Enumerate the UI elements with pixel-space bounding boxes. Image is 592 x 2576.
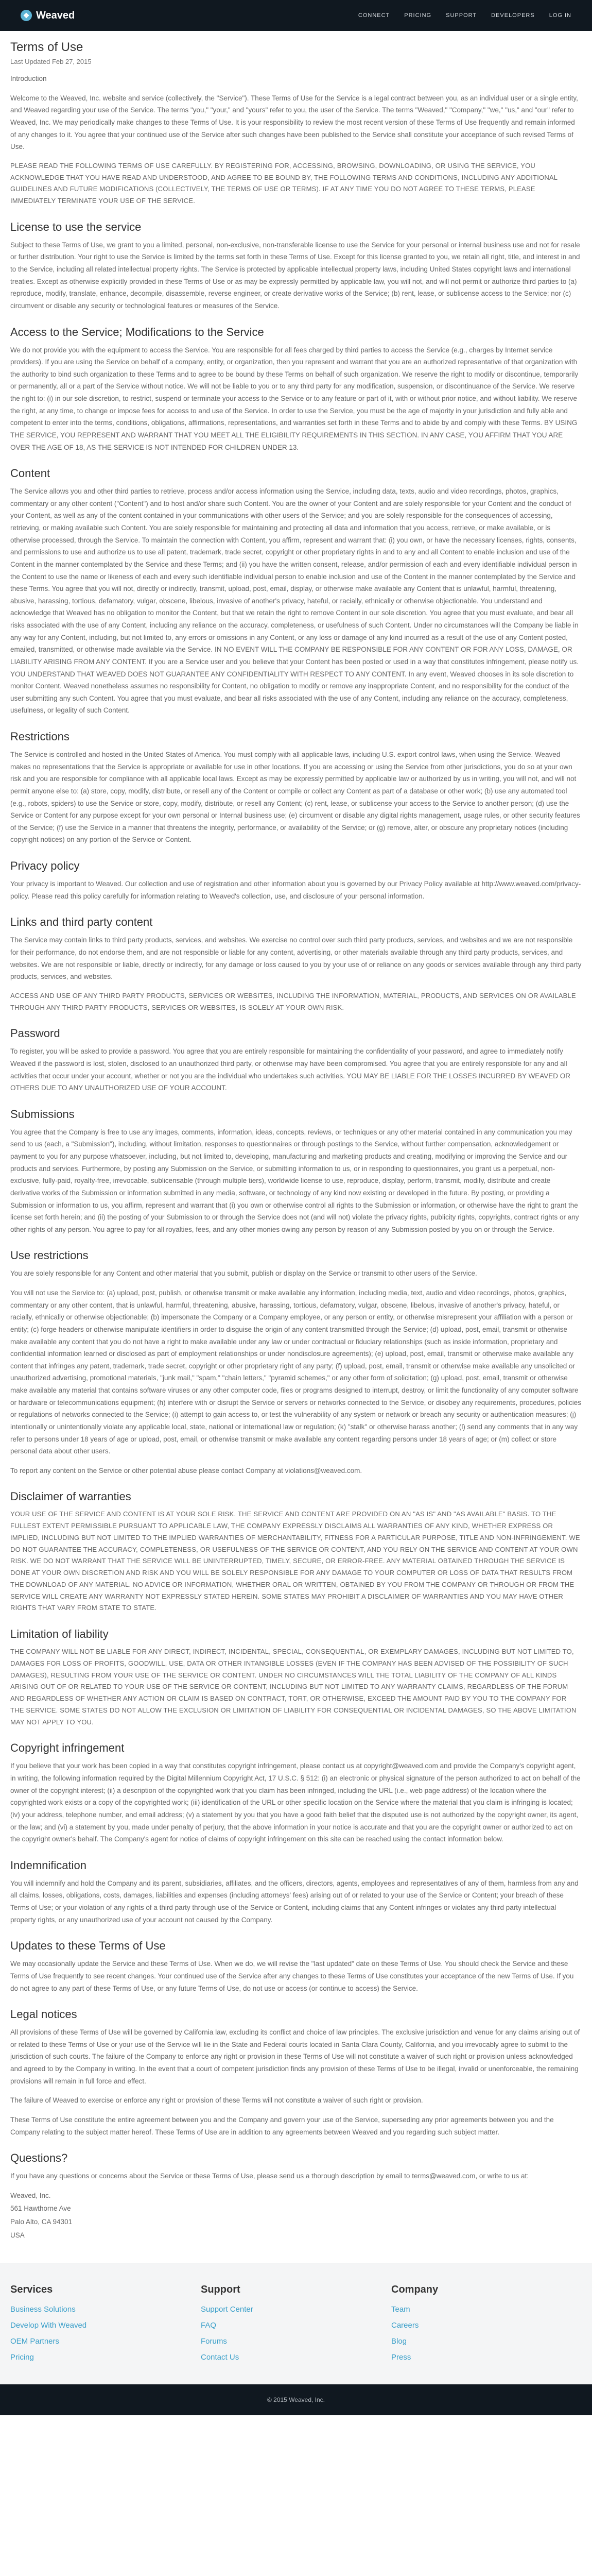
section-paragraph: Introduction [10, 75, 47, 82]
footer-link[interactable]: FAQ [201, 2321, 217, 2330]
footer-link[interactable]: Contact Us [201, 2353, 239, 2362]
footer [0, 2263, 592, 2415]
section-paragraph: To register, you will be asked to provide a password. You agree that you are entirely responsible for maintaining the confidentiality of your password, and agree to immediately notify Weaved if the password is lost, stolen, disclosed to an unauthorized third party, or otherwise may have been compromised. You agree that you are entirely responsible for any and all activities that occur under your account, whether or not you are the individual who undertakes such activities. YOU MAY BE LIABLE FOR THE LOSSES INCURRED BY WEAVED OR OTHERS DUE TO ANY UNAUTHORIZED USE OF YOUR ACCOUNT. [10, 1047, 570, 1092]
footer-link[interactable]: Develop With Weaved [10, 2321, 87, 2330]
section-paragraph: The Service allows you and other third parties to retrieve, process and/or access information using the Service, including data, texts, audio and video recordings, photos, graphics, commentary or any other content ("Content") and to host and/or share such Content. You are the owner of your Content and are solely responsible for your Content and the conduct of your Content, as well as any of the content contained in your communications with other users of the Service; and you are solely responsible for the consequences of accessing, retrieving, or making available such Content. You are solely responsible for maintaining and protecting all data and information that you access, retrieve, or make available, or is otherwise processed, through the Service. To maintain the connection with Content, you affirm, represent and warrant that: (i) you own, or have the necessary licenses, rights, consents, and permissions to use and authorize us to use all patent, trademark, trade secret, copyright or other proprietary rights in and to any and all Content to enable inclusion and use of the Content in the manner contemplated by the Service and these Terms; and (ii) you have the written consent, release, and/or permission of each and every identifiable individual person in the Content to use the name or likeness of each and every such identifiable individual person to enable inclusion and use of the Content in the manner contemplated by the Service and these Terms. You agree that you will not, directly or indirectly, transmit, upload, post, email, display, or otherwise make available any Content that is unlawful, harmful, threatening, abusive, harassing, tortious, defamatory, vulgar, obscene, libelous, invasive of another's privacy, hateful, or racially, ethnically or otherwise objectionable. You understand and acknowledge that Weaved has no obligation to monitor the Content, but that we retain the right to remove Content in our sole discretion. You agree that you must evaluate, and bear all risks associated with the use of any Content, including any reliance on the accuracy, completeness, or usefulness of such Content. Under no circumstances will the Company be liable in any way for any Content, including, but not limited to, any errors or omissions in any Content, or any loss or damage of any kind incurred as a result of the use of any Content posted, emailed, transmitted, or otherwise made available via the Service. IN NO EVENT WILL THE COMPANY BE RESPONSIBLE FOR ANY CONTENT OR FOR ANY LOSS, DAMAGE, OR LIABILITY ARISING FROM ANY CONTENT. If you are a Service user and you believe that your Content has been posted or used in a way that constitutes infringement, please notify us. YOU UNDERSTAND THAT WEAVED DOES NOT GUARANTEE ANY CONFIDENTIALITY WITH RESPECT TO ANY CONTENT. In any event, Weaved chooses in its sole discretion to monitor Content. Weaved nonetheless assumes no responsibility for Content, no obligation to modify or remove any inappropriate Content, and no responsibility for the conduct of the user submitting any such Content. You agree that you must evaluate, and bear all risks associated with the use of any Content, including any reliance on the accuracy, completeness, usefulness, or legality of such Content. [10, 487, 579, 715]
footer-link[interactable]: Pricing [10, 2353, 34, 2362]
terms-section [10, 916, 582, 1013]
section-paragraph: The failure of Weaved to exercise or enforce any right or provision of these Terms will not constitute a waiver of such right or provision. [10, 2096, 423, 2105]
terms-section [10, 1628, 582, 1728]
section-paragraph: If you have any questions or concerns about the Service or these Terms of Use, please send us a thorough description by email to terms@weaved.com, or write to us at: [10, 2172, 529, 2180]
section-heading: Updates to these Terms of Use [10, 1939, 166, 1953]
terms-section [10, 1859, 582, 1926]
copyright-text: © 2015 Weaved, Inc. [267, 2396, 325, 2404]
footer-column-heading: Company [391, 2284, 439, 2296]
terms-section [10, 1249, 582, 1477]
section-paragraph: ACCESS AND USE OF ANY THIRD PARTY PRODUCTS, SERVICES OR WEBSITES, INCLUDING THE INFORMATION, MATERIAL, PRODUCTS, AND SERVICES ON OR AVAILABLE THROUGH ANY THIRD PARTY PRODUCTS, SERVICES OR WEBSITES, IS SOLELY AT YOUR OWN RISK. [10, 991, 576, 1011]
section-heading: Privacy policy [10, 859, 80, 872]
terms-section [10, 730, 582, 846]
section-paragraph: Subject to these Terms of Use, we grant to you a limited, personal, non-exclusive, non-transferable license to use the Service for your personal or internal business use and not for resale or further distribution. Your right to use the Service is limited by the terms set forth in these Terms of Use. Except for this license granted to you, we retain all right, title, and interest in and to the Service, including all related intellectual property rights. The Service is protected by applicable intellectual property laws, including United States copyright laws and international treaties. Except as otherwise explicitly provided in these Terms of Use or as may be expressly permitted by applicable law, you will not, and will not permit or authorize third parties to (a) reproduce, modify, translate, enhance, decompile, disassemble, reverse engineer, or create derivative works of the Service; (b) rent, lease, or sublicense access to the Service; nor (c) circumvent or disable any security or technological features or measures of the Service. [10, 241, 580, 310]
section-heading: Limitation of liability [10, 1628, 109, 1641]
section-paragraph: These Terms of Use constitute the entire agreement between you and the Company and govern your use of the Service, superseding any prior agreements between you and the Company relating to the subject matter hereof. These Terms of Use are in addition to any agreements between Weaved and you regarding such subject matter. [10, 2115, 554, 2136]
address-line: Palo Alto, CA 94301 [10, 2218, 73, 2226]
terms-content [10, 31, 582, 2263]
section-heading: Access to the Service; Modifications to the Service [10, 325, 264, 338]
section-paragraph: Your privacy is important to Weaved. Our collection and use of registration and other information about you is governed by our Privacy Policy available at http://www.weaved.com/privacy-policy. Please read this policy carefully for information relating to Weaved's collection, use, and disclosure of your personal information. [10, 880, 581, 900]
footer-column-heading: Services [10, 2284, 53, 2296]
terms-section [10, 859, 582, 902]
nav-developers[interactable]: DEVELOPERS [491, 12, 535, 19]
top-nav-bar [0, 0, 592, 31]
footer-link[interactable]: Team [391, 2305, 410, 2314]
section-heading: Submissions [10, 1107, 75, 1121]
page-title: Terms of Use [10, 40, 83, 54]
logo[interactable] [21, 10, 75, 22]
nav-pricing[interactable]: PRICING [404, 12, 432, 19]
section-paragraph: PLEASE READ THE FOLLOWING TERMS OF USE CAREFULLY. BY REGISTERING FOR, ACCESSING, BROWSING, DOWNLOADING, OR USING THE SERVICE, YOU ACKNOWLEDGE THAT YOU HAVE READ AND UNDERSTOOD, AND AGREE TO BE BOUND BY, THE FOLLOWING TERMS AND CONDITIONS, INCLUDING ANY ADDITIONAL GUIDELINES AND FUTURE MODIFICATIONS (COLLECTIVELY, THE TERMS OF USE OR TERMS). IF AT ANY TIME YOU DO NOT AGREE TO THESE TERMS, PLEASE IMMEDIATELY TERMINATE YOUR USE OF THE SERVICE. [10, 161, 558, 205]
section-heading: Restrictions [10, 730, 69, 743]
section-paragraph: You will indemnify and hold the Company and its parent, subsidiaries, affiliates, and the officers, directors, agents, employees and representatives of any of them, harmless from any and all claims, losses, obligations, costs, damages, liabilities and expenses (including attorneys' fees) arising out of or related to your use of the Service or Content; your breach of these Terms of Use; or your violation of any rights of a third party through use of the Service or Content, including claims that any Content infringes or violates any third party intellectual property rights, or any unauthorized use of your account not caused by the Company. [10, 1879, 579, 1924]
footer-link[interactable]: OEM Partners [10, 2337, 60, 2346]
address-line: Weaved, Inc. [10, 2191, 51, 2199]
terms-section [10, 1741, 582, 1845]
footer-column [10, 2284, 201, 2369]
terms-section [10, 326, 582, 454]
section-heading: Disclaimer of warranties [10, 1490, 131, 1503]
terms-section [10, 1108, 582, 1236]
footer-link[interactable]: Blog [391, 2337, 407, 2346]
section-paragraph: THE COMPANY WILL NOT BE LIABLE FOR ANY DIRECT, INDIRECT, INCIDENTAL, SPECIAL, CONSEQUENTIAL, OR EXEMPLARY DAMAGES, INCLUDING BUT NOT LIMITED TO, DAMAGES FOR LOSS OF PROFITS, GOODWILL, USE, DATA OR OTHER INTANGIBLE LOSSES (EVEN IF THE COMPANY HAS BEEN ADVISED OF THE POSSIBILITY OF SUCH DAMAGES), RESULTING FROM YOUR USE OF THE SERVICE OR CONTENT. UNDER NO CIRCUMSTANCES WILL THE TOTAL LIABILITY OF THE COMPANY OF ALL KINDS ARISING OUT OF OR RELATED TO YOUR USE OF THE SERVICE OR CONTENT, INCLUDING BUT NOT LIMITED TO ANY WARRANTY CLAIMS, REGARDLESS OF THE FORUM AND REGARDLESS OF WHETHER ANY ACTION OR CLAIM IS BASED ON CONTRACT, TORT, OR OTHERWISE, EXCEED THE AMOUNT PAID BY YOU TO THE COMPANY FOR THE SERVICE. SOME STATES DO NOT ALLOW THE EXCLUSION OR LIMITATION OF LIABILITY FOR CONSEQUENTIAL OR INCIDENTAL DAMAGES, SO THE ABOVE LIMITATION MAY NOT APPLY TO YOU. [10, 1648, 577, 1726]
section-paragraph: If you believe that your work has been copied in a way that constitutes copyright infringement, please contact us at copyright@weaved.com and provide the Company's copyright agent, in writing, the following information required by the Digital Millennium Copyright Act, 17 U.S.C. § 512: (i) an electronic or physical signature of the person authorized to act on behalf of the owner of the copyright interest; (ii) a description of the copyrighted work that you claim has been infringed, including the URL (i.e., web page address) of the location where the copyrighted work exists or a copy of the copyrighted work; (iii) identification of the URL or other specific location on the Service where the material that you claim is infringing is located; (iv) your address, telephone number, and email address; (v) a statement by you that you have a good faith belief that the disputed use is not authorized by the copyright owner, its agent, or the law; and (vi) a statement by you, made under penalty of perjury, that the above information in your notice is accurate and that you are the copyright owner or authorized to act on the copyright owner's behalf. The Company's agent for notice of claims of copyright infringement on this site can be reached using the contact information below. [10, 1762, 581, 1843]
section-paragraph: We do not provide you with the equipment to access the Service. You are responsible for all fees charged by third parties to access the Service (e.g., charges by Internet service providers). If you are using the Service on behalf of a company, entity, or organization, then you represent and warrant that you are an authorized representative of that organization with the authority to bind such organization to these Terms and to agree to be bound by these Terms on behalf of such organization. We reserve the right to modify or discontinue, temporarily or permanently, all or a part of the Service without notice. We will not be liable to you or to any third party for any modification, suspension, or discontinuance of the Service. We reserve the right to: (i) in our sole discretion, to restrict, suspend or terminate your access to the Service or to any feature or part of it, with or without prior notice, and without liability. We reserve the right, at any time, to change or impose fees for access to and use of the Service. In order to use the Service, you must be the age of majority in your jurisdiction and fully able and competent to enter into the terms, conditions, obligations, affirmations, representations, and warranties set forth in these Terms and to abide by and comply with these Terms. BY USING THE SERVICE, YOU REPRESENT AND WARRANT THAT YOU MEET ALL THE ELIGIBILITY REQUIREMENTS IN THIS SECTION. IN ANY CASE, YOU AFFIRM THAT YOU ARE OVER THE AGE OF 18, AS THE SERVICE IS NOT INTENDED FOR CHILDREN UNDER 13. [10, 346, 579, 451]
weaved-logo-icon: ❖ [21, 10, 32, 21]
nav-login[interactable]: LOG IN [549, 12, 571, 19]
footer-link[interactable]: Business Solutions [10, 2305, 76, 2314]
logo-text: Weaved [36, 9, 75, 21]
terms-section [10, 1939, 582, 1994]
terms-section [10, 1027, 582, 1094]
section-heading: Use restrictions [10, 1249, 89, 1262]
section-paragraph: YOUR USE OF THE SERVICE AND CONTENT IS AT YOUR SOLE RISK. THE SERVICE AND CONTENT ARE PROVIDED ON AN "AS IS" AND "AS AVAILABLE" BASIS. TO THE FULLEST EXTENT PERMISSIBLE PURSUANT TO APPLICABLE LAW, THE COMPANY EXPRESSLY DISCLAIMS ALL WARRANTIES OF ANY KIND, WHETHER EXPRESS OR IMPLIED, INCLUDING BUT NOT LIMITED TO THE IMPLIED WARRANTIES OF MERCHANTABILITY, FITNESS FOR A PARTICULAR PURPOSE, TITLE AND NON-INFRINGEMENT. WE DO NOT GUARANTEE THE ACCURACY, COMPLETENESS, OR USEFULNESS OF THE SERVICE OR CONTENT, AND YOU RELY ON THE SERVICE AND CONTENT AT YOUR OWN RISK. WE DO NOT WARRANT THAT THE SERVICE WILL BE UNINTERRUPTED, TIMELY, SECURE, OR ERROR-FREE. ANY MATERIAL OBTAINED THROUGH THE SERVICE IS DONE AT YOUR OWN DISCRETION AND RISK AND YOU WILL BE SOLELY RESPONSIBLE FOR ANY DAMAGE TO YOUR COMPUTER OR LOSS OF DATA THAT RESULTS FROM THE DOWNLOAD OF ANY MATERIAL. NO ADVICE OR INFORMATION, WHETHER ORAL OR WRITTEN, OBTAINED BY YOU FROM THE COMPANY OR THROUGH OR FROM THE SERVICE WILL CREATE ANY WARRANTY NOT EXPRESSLY STATED HEREIN. SOME STATES MAY PROHIBIT A DISCLAIMER OF WARRANTIES AND YOU MAY HAVE OTHER RIGHTS THAT VARY FROM STATE TO STATE. [10, 1510, 580, 1612]
terms-section [10, 2151, 582, 2182]
terms-section [10, 2008, 582, 2138]
terms-sections [10, 73, 582, 2182]
footer-links [0, 2263, 592, 2384]
footer-bottom-bar [0, 2384, 592, 2415]
section-paragraph: You will not use the Service to: (a) upload, post, publish, or otherwise transmit or make available any information, including media, text, audio and video recordings, photos, graphics, commentary or any other content, that is unlawful, harmful, threatening, abusive, harassing, tortious, defamatory, vulgar, obscene, libelous, invasive of another's privacy, hateful, or racially, ethnically or otherwise objectionable; (b) impersonate the Company or a Company employee, or any person or entity, or otherwise misrepresent your affiliation with a person or entity; (c) forge headers or otherwise manipulate identifiers in order to disguise the origin of any content transmitted through the Service; (d) upload, post, email, transmit or otherwise make available any content that you do not have a right to make available under any law or under contractual or fiduciary relationships (such as inside information, proprietary and confidential information learned or disclosed as part of employment relationships or under nondisclosure agreements); (e) upload, post, email, transmit or otherwise make available any content that infringes any patent, trademark, trade secret, copyright or other proprietary right of any party; (f) upload, post, email, transmit or otherwise make available any unsolicited or unauthorized advertising, promotional materials, "junk mail," "spam," "chain letters," "pyramid schemes," or any other form of solicitation; (g) upload, post, email, transmit or otherwise make available any material that contains software viruses or any other computer code, files or programs designed to interrupt, destroy, or limit the functionality of any computer software or hardware or telecommunications equipment; (h) interfere with or disrupt the Service or servers or networks connected to the Service, or disobey any requirements, procedures, policies or regulations of networks connected to the Service; (i) attempt to gain access to, or test the vulnerability of any system or network or breach any security or authentication measures; (j) intentionally or unintentionally violate any applicable local, state, national or international law or regulation; (k) "stalk" or otherwise harass another; (l) send any comments that in any way refer to persons under 18 years of age or upload, post, email, or otherwise transmit or make available any content regarding persons under 18 years of age; or (m) collect or store personal data about other users. [10, 1289, 582, 1455]
section-paragraph: The Service is controlled and hosted in the United States of America. You must comply with all applicable laws, including U.S. export control laws, when using the Service. Weaved makes no representations that the Service is appropriate or available for use in other locations. If you are accessing or using the Service from other jurisdictions, you do so at your own risk and you are responsible for compliance with all applicable local laws. Except as may be expressly permitted by applicable law or authorized by us in writing, you will not, and will not permit anyone else to: (a) store, copy, modify, distribute, or resell any of the Content or compile or collect any Content as part of a database or other work; (b) use any automated tool (e.g., robots, spiders) to use the Service or store, copy, modify, distribute, or resell any Content; (c) rent, lease, or sublicense your access to the Service to another person; (d) use the Service or Content for any purpose except for your own personal or Internal business use; (e) circumvent or disable any digital rights management, usage rules, or other security features of the Service; (f) use the Service in a manner that threatens the integrity, performance, or availability of the Service; or (g) remove, alter, or obscure any proprietary notices (including copyright notices) on any portion of the Service or Content. [10, 751, 580, 844]
footer-link[interactable]: Support Center [201, 2305, 253, 2314]
section-paragraph: You agree that the Company is free to use any images, comments, information, ideas, concepts, reviews, or techniques or any other material contained in any communication you may send to us (each, a "Submission"), including, without limitation, responses to questionnaires or through postings to the Service, without further compensation, acknowledgement or payment to you for any purpose whatsoever, including, but not limited to, developing, manufacturing and marketing products and creating, modifying or improving the Service and our products and services. Furthermore, by posting any Submission on the Service, or submitting information to us, or in responding to questionnaires, you grant us a perpetual, non-exclusive, fully-paid, royalty-free, irrevocable, sublicensable (through multiple tiers), worldwide license to use, reproduce, display, perform, transmit, modify, distribute and create derivative works of the Submission or information submitted in any media, software, or technology of any kind now existing or developed in the future. By posting, or providing a Submission or information to us, you affirm, represent and warrant that (i) you own or otherwise control all rights to the Submission or information, or otherwise have the right to grant the license set forth herein; and (ii) the posting of your Submission to or through the Service does not (and will not) violate the privacy rights, publicity rights, copyrights, contract rights or any other rights of any person. You agree to pay for all royalties, fees, and any other monies owing any person by reason of any Submission posted by you on or through the Service. [10, 1128, 579, 1233]
main-nav [358, 12, 571, 19]
terms-section [10, 73, 582, 207]
section-heading: Links and third party content [10, 916, 153, 929]
footer-column [201, 2284, 391, 2369]
nav-connect[interactable]: CONNECT [358, 12, 390, 19]
terms-section [10, 1490, 582, 1614]
section-paragraph: All provisions of these Terms of Use will be governed by California law, excluding its conflict and choice of law principles. The exclusive jurisdiction and venue for any claims arising out of or related to these Terms of Use or your use of the Service will lie in the State and Federal courts located in Santa Clara County, California, and you irrevocably agree to submit to the jurisdiction of such courts. The failure of the Company to enforce any right or provision in these Terms of Use will not constitute a waiver of such right or provision unless acknowledged and agreed to by the Company in writing. In the event that a court of competent jurisdiction finds any provision of these Terms of Use to be illegal, invalid or unenforceable, the remaining provisions will remain in full force and effect. [10, 2028, 580, 2085]
footer-link[interactable]: Careers [391, 2321, 419, 2330]
footer-column [391, 2284, 582, 2369]
address-line: USA [10, 2231, 25, 2239]
terms-section [10, 467, 582, 717]
section-paragraph: We may occasionally update the Service and these Terms of Use. When we do, we will revise the "last updated" date on these Terms of Use. You should check the Service and these Terms of Use frequently to see recent changes. Your continued use of the Service after any changes to these Terms of Use constitutes your acceptance of the new Terms of Use. If you do not agree to any part of these Terms of Use, or any future Terms of Use, do not use or access (or continue to access) the Service. [10, 1960, 574, 1992]
footer-link[interactable]: Forums [201, 2337, 227, 2346]
section-heading: Password [10, 1027, 60, 1040]
footer-column-heading: Support [201, 2284, 240, 2296]
address-line: 561 Hawthorne Ave [10, 2205, 71, 2213]
section-heading: Indemnification [10, 1858, 86, 1872]
last-updated: Last Updated Feb 27, 2015 [10, 58, 92, 65]
section-paragraph: Welcome to the Weaved, Inc. website and service (collectively, the "Service"). These Terms of Use for the Service is a legal contract between you, as an individual user or a single entity, and Weaved regarding your use of the Service. The terms "you," "your," and "yours" refer to you, the user of the Service. The terms "Weaved," "Company," "we," "us," and "our" refer to Weaved, Inc. We may periodically make changes to these Terms of Use. It is your responsibility to review the most recent version of these Terms of Use frequently and remain informed of any changes to it. You agree that your continued use of the Service after such changes have been published to the Service shall constitute your acceptance of such revised Terms of Use. [10, 94, 578, 151]
section-heading: Questions? [10, 2151, 68, 2165]
section-paragraph: The Service may contain links to third party products, services, and websites. We exercise no control over such third party products, services, and websites and we are not responsible for their performance, do not endorse them, and are not responsible or liable for any content, advertising, or other materials available through any third party products, services, and websites. We are not responsible or liable, directly or indirectly, for any damage or loss caused to you by your use of or reliance on any goods or services available through any third party products, services, and websites. [10, 936, 582, 981]
terms-section [10, 221, 582, 312]
section-heading: Legal notices [10, 2008, 77, 2021]
nav-support[interactable]: SUPPORT [446, 12, 477, 19]
section-heading: License to use the service [10, 220, 142, 233]
section-heading: Content [10, 467, 50, 480]
footer-link[interactable]: Press [391, 2353, 411, 2362]
section-paragraph: To report any content on the Service or other potential abuse please contact Company at violations@weaved.com. [10, 1466, 362, 1475]
section-paragraph: You are solely responsible for any Content and other material that you submit, publish or display on the Service or transmit to other users of the Service. [10, 1269, 477, 1278]
company-address [10, 2190, 582, 2242]
footer-columns [10, 2284, 582, 2369]
section-heading: Copyright infringement [10, 1741, 125, 1755]
